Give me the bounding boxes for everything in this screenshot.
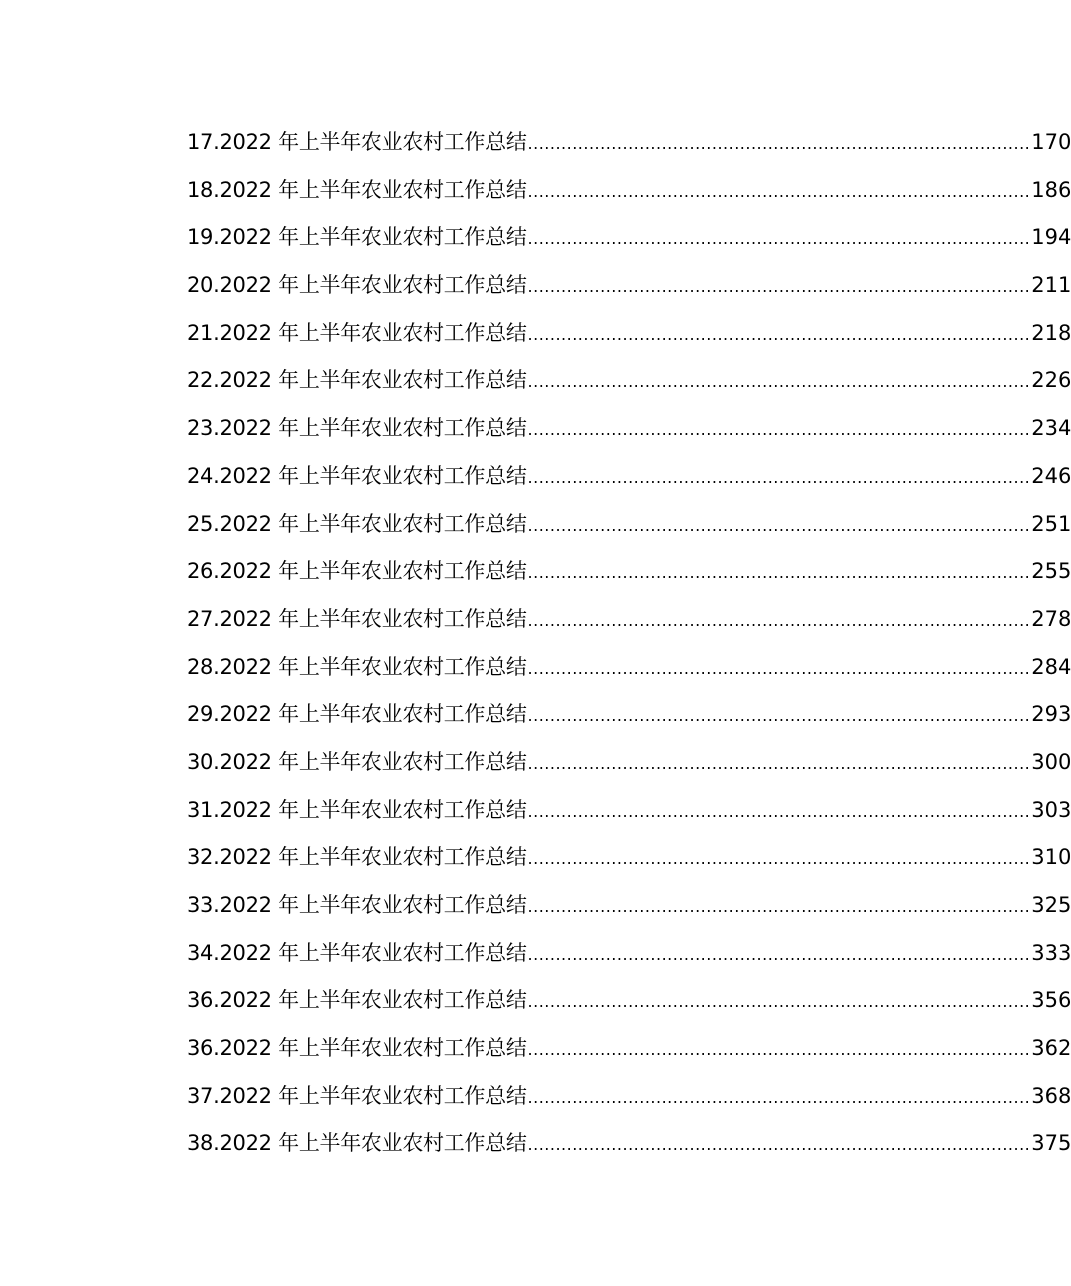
toc-entry[interactable] (187, 214, 1071, 262)
toc-dot-leader: .......................................................................................... (527, 134, 1031, 153)
toc-page-number: 284 (1031, 654, 1071, 679)
toc-entry-title: 20.2022 年上半年农业农村工作总结 (187, 273, 527, 298)
toc-page-number: 218 (1031, 320, 1071, 345)
toc-entry[interactable] (187, 357, 1071, 405)
toc-dot-leader: .......................................................................................... (527, 467, 1031, 487)
toc-entry[interactable] (187, 501, 1071, 549)
toc-dot-leader: .......................................................................................... (527, 944, 1031, 964)
toc-entry[interactable] (187, 405, 1071, 453)
toc-entry-title: 31.2022 年上半年农业农村工作总结 (187, 797, 527, 822)
toc-page-number: 303 (1031, 797, 1071, 822)
toc-page-number: 300 (1031, 749, 1071, 774)
toc-dot-leader: .......................................................................................... (527, 801, 1031, 821)
toc-entry-title: 28.2022 年上半年农业农村工作总结 (187, 654, 527, 679)
toc-entry-title: 32.2022 年上半年农业农村工作总结 (187, 845, 527, 870)
toc-entry[interactable] (187, 548, 1071, 596)
toc-entry[interactable] (187, 310, 1071, 358)
toc-entry[interactable] (187, 691, 1071, 739)
toc-entry[interactable] (187, 453, 1071, 501)
toc-page-number: 234 (1031, 416, 1071, 441)
toc-entry[interactable] (187, 262, 1071, 310)
toc-dot-leader: .......................................................................................... (527, 277, 1031, 297)
toc-page-number: 293 (1031, 702, 1071, 727)
toc-dot-leader: .......................................................................................... (527, 1087, 1031, 1107)
toc-entry-title: 36.2022 年上半年农业农村工作总结 (187, 1036, 527, 1061)
toc-entry-title: 17.2022 年上半年农业农村工作总结 (187, 130, 527, 154)
toc-dot-leader: .......................................................................................... (527, 706, 1031, 726)
toc-entry-title: 36.2022 年上半年农业农村工作总结 (187, 988, 527, 1013)
toc-entry[interactable] (187, 787, 1071, 835)
toc-page-number: 226 (1031, 368, 1071, 393)
toc-dot-leader: .......................................................................................... (527, 753, 1031, 773)
toc-entry[interactable] (187, 119, 1071, 167)
toc-entry-title: 27.2022 年上半年农业农村工作总结 (187, 606, 527, 631)
toc-page-number: 375 (1031, 1131, 1071, 1156)
toc-dot-leader: .......................................................................................... (527, 992, 1031, 1012)
toc-dot-leader: .......................................................................................... (527, 324, 1031, 344)
toc-page-number: 255 (1031, 559, 1071, 584)
toc-page-number: 333 (1031, 940, 1071, 965)
toc-entry-title: 21.2022 年上半年农业农村工作总结 (187, 320, 527, 345)
toc-page-number: 170 (1031, 130, 1071, 154)
toc-dot-leader: .......................................................................................... (527, 849, 1031, 869)
toc-dot-leader: .......................................................................................... (527, 420, 1031, 440)
toc-entry[interactable] (187, 644, 1071, 692)
toc-entry-title: 22.2022 年上半年农业农村工作总结 (187, 368, 527, 393)
toc-page-number: 194 (1031, 225, 1071, 250)
toc-entry[interactable] (187, 739, 1071, 787)
toc-entry[interactable] (187, 930, 1071, 978)
toc-entry-title: 23.2022 年上半年农业农村工作总结 (187, 416, 527, 441)
toc-entry[interactable] (187, 882, 1071, 930)
toc-entry-title: 19.2022 年上半年农业农村工作总结 (187, 225, 527, 250)
toc-page-number: 368 (1031, 1083, 1071, 1108)
toc-entry[interactable] (187, 596, 1071, 644)
toc-entry-title: 33.2022 年上半年农业农村工作总结 (187, 893, 527, 917)
toc-page-number: 186 (1031, 177, 1071, 202)
toc-page-number: 246 (1031, 463, 1071, 488)
toc-page-number: 325 (1031, 893, 1071, 917)
toc-entry-title: 29.2022 年上半年农业农村工作总结 (187, 702, 527, 727)
toc-entry-title: 26.2022 年上半年农业农村工作总结 (187, 559, 527, 584)
toc-entry[interactable] (187, 1025, 1071, 1073)
toc-page-number: 278 (1031, 606, 1071, 631)
toc-dot-leader: .......................................................................................... (527, 897, 1031, 916)
toc-page-number: 362 (1031, 1036, 1071, 1061)
toc-dot-leader: .......................................................................................... (527, 658, 1031, 678)
toc-dot-leader: .......................................................................................... (527, 515, 1031, 535)
toc-entry-title: 34.2022 年上半年农业农村工作总结 (187, 940, 527, 965)
toc-entry[interactable] (187, 1120, 1071, 1168)
toc-page-number: 310 (1031, 845, 1071, 870)
toc-entry-title: 30.2022 年上半年农业农村工作总结 (187, 749, 527, 774)
toc-dot-leader: .......................................................................................... (527, 563, 1031, 583)
toc-page-number: 251 (1031, 511, 1071, 536)
toc-dot-leader: .......................................................................................... (527, 1040, 1031, 1060)
toc-entry[interactable] (187, 167, 1071, 215)
toc-dot-leader: .......................................................................................... (527, 372, 1031, 392)
toc-entry-title: 18.2022 年上半年农业农村工作总结 (187, 177, 527, 202)
toc-entry-title: 25.2022 年上半年农业农村工作总结 (187, 511, 527, 536)
toc-dot-leader: .......................................................................................... (527, 229, 1031, 249)
toc-entry[interactable] (187, 1073, 1071, 1121)
toc-dot-leader: .......................................................................................... (527, 610, 1031, 630)
toc-entry-title: 38.2022 年上半年农业农村工作总结 (187, 1131, 527, 1156)
table-of-contents (187, 119, 1071, 1168)
toc-page-number: 356 (1031, 988, 1071, 1013)
toc-page-number: 211 (1031, 273, 1071, 298)
toc-entry[interactable] (187, 834, 1071, 882)
toc-entry-title: 37.2022 年上半年农业农村工作总结 (187, 1083, 527, 1108)
toc-entry[interactable] (187, 977, 1071, 1025)
toc-entry-title: 24.2022 年上半年农业农村工作总结 (187, 463, 527, 488)
toc-dot-leader: .......................................................................................... (527, 1135, 1031, 1155)
toc-dot-leader: .......................................................................................... (527, 181, 1031, 201)
